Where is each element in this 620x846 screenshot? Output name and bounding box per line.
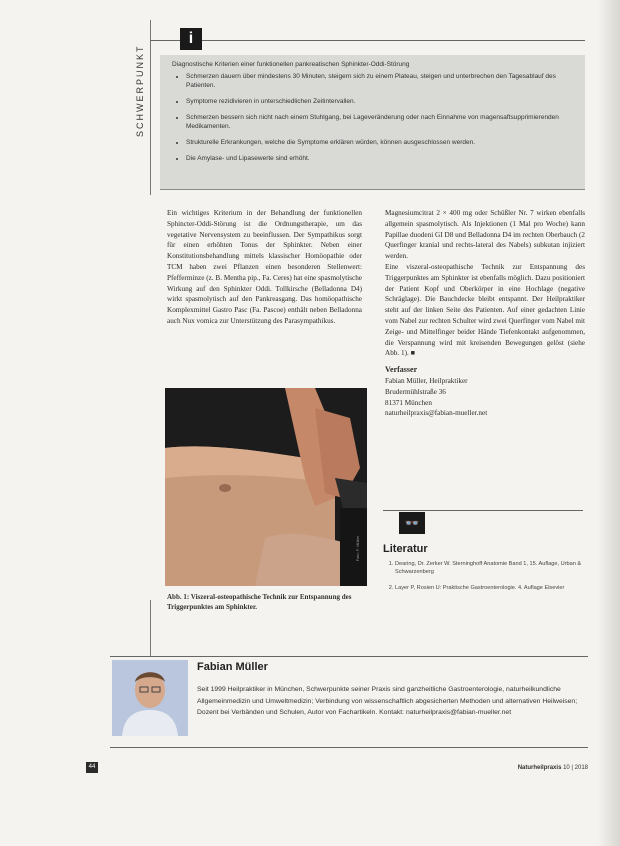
right-paragraph-2 xyxy=(385,262,585,359)
author-portrait xyxy=(112,660,188,736)
literature-title: Literatur xyxy=(383,543,428,555)
right-paragraph-2-text: Eine viszeral-osteopathische Technik zur Entspannung des Triggerpunktes am Sphinkter ist ebenfalls möglich. Dazu positioniert der Patient Kopf und Oberkörper in eine Hochlage (negative Schräglage). Die Bauchdecke bleibt entspannt. Der Heilpraktiker steht auf der linken Seite des Patienten. Auf einer gedachten Linie vom Nabel zur rechten Schulter wird zwei Querfinger vom Nabel mit Zeige- und Mittelfinger beider Hände Tiefenkontakt aufgenommen, die Verspannung wird mit kreisenden Bewegungen gelöst (siehe Abb. 1). xyxy=(385,262,585,358)
vertical-rule-top xyxy=(150,20,151,195)
criteria-item: • Schmerzen bessern sich nicht nach einem Stuhlgang, bei Lageveränderung oder nach Einnahme von magensaftsupprimierenden Medikamenten. xyxy=(186,113,573,131)
vertical-rule-bottom xyxy=(150,600,151,656)
page-number: 44 xyxy=(86,762,98,773)
osteopathy-photo xyxy=(165,388,367,586)
bio-rule xyxy=(110,656,588,657)
criteria-item: • Schmerzen dauern über mindestens 30 Minuten, steigern sich zu einem Plateau, steigen und unterbrechen den Tagesablauf des Patienten. xyxy=(186,72,573,90)
info-icon: i xyxy=(180,28,202,50)
author-address xyxy=(385,376,585,419)
literature-item: 1. Dearing, Dr. Zerker W. Sterninghoff Anatomie Band 1, 15. Auflage, Urban & Schwarzenberg xyxy=(395,560,588,576)
bio-text: Seit 1999 Heilpraktiker in München, Schwerpunkte seiner Praxis sind ganzheitliche Gastroenterologie, naturheilkundliche Allgemeinmedizin und Umweltmedizin; Verbindung von wissenschaftlich abgesicherten Methoden und alternativen Heilweisen; Dozent bei Verbänden und Schulen, Autor von Fachartikeln. Kontakt: naturheilpraxis@fabian-mueller.net xyxy=(197,686,578,717)
glasses-icon: 👓 xyxy=(399,512,425,534)
criteria-list xyxy=(172,72,573,163)
criteria-item: • Die Amylase- und Lipasewerte sind erhöht. xyxy=(186,154,573,163)
horizontal-rule-top xyxy=(150,40,585,41)
left-paragraph: Ein wichtiges Kriterium in der Behandlung der funktionellen Sphincter-Oddi-Störung ist die Ordnungstherapie, um das vegetative Nervensystem zu beeinflussen. Der Sympathikus sorgt für einen erhöhten Tonus der Sphinkter. Neben einer Konstitutionsbehandlung mittels klassischer Homöopathie oder TCM haben zwei Pflanzen einen besonderen Stellenwert: Pfefferminze (z. B. Mentha pip., Fa. Ceres) hat eine spasmolytische Wirkung auf den Sphinkter Oddi. Tollkirsche (Belladonna D4) wirkt spasmolytisch auf den Pankreasgang. Das homöopathische Komplexmittel Gastro Pasc (Fa. Pascoe) enthält neben Belladonna auch Nux vomica zur Unterstützung des Parasympathikus. xyxy=(167,209,362,325)
footer-rule xyxy=(110,747,588,748)
journal-name: Naturheilpraxis xyxy=(517,765,562,771)
literature-list xyxy=(383,560,588,600)
journal-issue: 10 | 2018 xyxy=(563,765,588,771)
infobox-lead: Diagnostische Kriterien einer funktionellen pankreatischen Sphinkter-Oddi-Störung xyxy=(172,61,410,68)
right-paragraph-1: Magnesiumcitrat 2 × 400 mg oder Schüßler Nr. 7 wirken ebenfalls allgemein spasmolytisch. Als Injektionen (1 Mal pro Woche) kann Papillae duodeni GI D8 und Belladonna D4 im rechten Oberbauch (2 Querfinger kranial und rechts-lateral des Nabels) subkutan injiziert werden. xyxy=(385,209,585,261)
photo-illustration xyxy=(165,388,367,586)
page-edge-shadow xyxy=(598,0,620,846)
right-column xyxy=(385,208,585,419)
author-line: Brudermühlstraße 36 xyxy=(385,387,446,396)
author-line: 81371 München xyxy=(385,398,432,407)
left-column xyxy=(167,208,362,327)
end-mark: ■ xyxy=(410,349,415,358)
criteria-item: • Strukturelle Erkrankungen, welche die Symptome erklären würden, können ausgeschlossen werden. xyxy=(186,138,573,147)
portrait-illustration xyxy=(112,660,188,736)
diagnostic-criteria-box xyxy=(160,55,585,190)
author-email: naturheilpraxis@fabian-mueller.net xyxy=(385,409,488,418)
author-heading: Verfasser xyxy=(385,365,418,375)
section-label: SCHWERPUNKT xyxy=(135,44,145,137)
literature-rule xyxy=(383,510,583,511)
author-line: Fabian Müller, Heilpraktiker xyxy=(385,376,468,385)
figure-caption: Abb. 1: Viszeral-osteopathische Technik zur Entspannung des Triggerpunktes am Sphinkter. xyxy=(167,593,352,611)
criteria-item: • Symptome rezidivieren in unterschiedlichen Zeitintervallen. xyxy=(186,97,573,106)
photo-credit: Foto: F. Müller xyxy=(355,535,360,561)
journal-footer xyxy=(518,765,588,771)
literature-item: 2. Layer P, Rosien U: Praktische Gastroenterologie. 4. Auflage Elsevier xyxy=(395,584,588,592)
bio-name: Fabian Müller xyxy=(197,661,268,673)
